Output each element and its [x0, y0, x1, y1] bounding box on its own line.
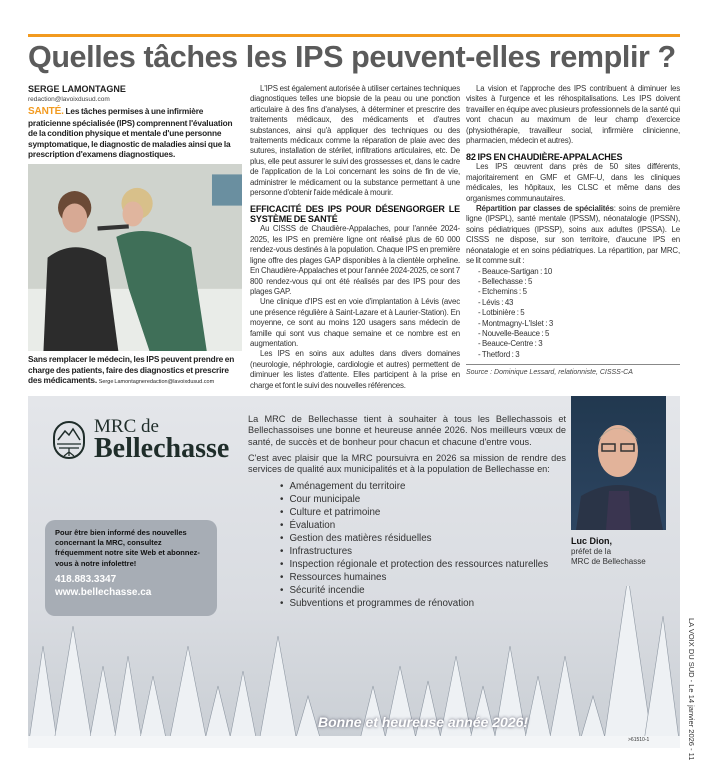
- mrc-advertisement: [28, 396, 680, 748]
- list-item: - Lévis : 43: [478, 297, 514, 307]
- role-line: préfet de la: [571, 547, 612, 556]
- ad-paragraph: La MRC de Bellechasse tient à souhaiter à tous les Bellechassois et Bellechassoises une bonne et heureuse année 2026. Nos meilleurs vœux de santé, de succès et de bonheur pour chacun et chacune d'entre vous.: [248, 414, 566, 447]
- article-column-2: [250, 84, 460, 391]
- paragraph: Les IPS œuvrent dans près de 50 sites différents, majoritairement en GMF et GMF-U, dans les cliniques médicales, les hôpitaux, les CLSC et même dans des organismes communautaires.: [466, 162, 680, 203]
- paragraph: Les IPS en soins aux adultes dans divers domaines (neurologie, néphrologie, cardiologie et autres) permettent de diminuer les listes d'attente. Elles participent à la prise en charge et font le suivi des nouvelles références.: [250, 349, 460, 390]
- list-item: - Nouvelle-Beauce : 5: [478, 328, 550, 338]
- ad-slogan: Bonne et heureuse année 2026!: [318, 714, 529, 730]
- list-item: - Bellechasse : 5: [478, 276, 533, 286]
- section-heading: 82 IPS EN CHAUDIÈRE-APPALACHES: [466, 152, 623, 163]
- service-item: • Aménagement du territoire: [280, 480, 566, 493]
- article-title: Quelles tâches les IPS peuvent-elles remplir ?: [28, 40, 676, 74]
- list-item: - Lotbinière : 5: [478, 308, 525, 318]
- ad-code: >61510-1: [628, 737, 650, 743]
- services-list: [248, 480, 566, 610]
- service-item: • Inspection régionale et protection des ressources naturelles: [280, 558, 566, 571]
- service-item: • Ressources humaines: [280, 571, 566, 584]
- page-folio: LA VOIX DU SUD - Le 14 janvier 2026 - 11: [687, 618, 696, 761]
- service-item: • Cour municipale: [280, 493, 566, 506]
- author-email: redaction@lavoixdusud.com: [28, 96, 110, 103]
- info-box: [45, 520, 217, 616]
- author-byline: SERGE LAMONTAGNE: [28, 84, 126, 94]
- person-name: Luc Dion,: [571, 536, 612, 546]
- mrc-list: [466, 267, 680, 361]
- website-link[interactable]: www.bellechasse.ca: [55, 586, 152, 598]
- paragraph: L'IPS est également autorisée à utiliser certaines techniques diagnostiques telles une biopsie de la peau ou une ponction articulaire à des fins d'analyses, à déterminer et prescrire des traitements médicaux, des médicaments et d'autres substances, ainsi qu'à appliquer des techniques ou des traitements médicaux comme la réparation de plaie avec des sutures, installation de stérilet, infiltrations articulaires, etc. De plus, elle peut assurer le suivi des grossesses et, dans le cadre de l'application de la Loi concernant les soins de fin de vie, administrer le médicament ou la substance permettant à une personne d'obtenir l'aide médicale à mourir.: [250, 84, 460, 198]
- paragraph-text: : soins de première ligne (IPSPL), santé mentale (IPSSM), néonatalogie (IPSSN), soins pédiatriques (IPSSP), soins aux adultes (IPSSA). Le CISSS ne dispose, sur son territoire, d'aucune IPS en néonatalogie et en soins pédiatriques. La répartition, par MRC, se lit comme suit :: [466, 204, 680, 266]
- article-lead: [28, 106, 242, 160]
- service-item: • Gestion des matières résiduelles: [280, 532, 566, 545]
- phone-number[interactable]: 418.883.3347: [55, 573, 117, 585]
- ad-body: [248, 414, 566, 610]
- list-item: - Beauce-Centre : 3: [478, 339, 543, 349]
- list-item: - Beauce-Sartigan : 10: [478, 266, 553, 276]
- logo-line-2: Bellechasse: [94, 433, 230, 464]
- paragraph: Une clinique d'IPS est en voie d'implantation à Lévis (avec une présence régulière à Saint-Lazare et à Laurier-Station). En moyenne, ce sont au moins 120 usagers sans médecin de famille qui sont vus chaque semaine et ce nombre est en augmentation.: [250, 297, 460, 348]
- photo-caption: [28, 354, 242, 388]
- source-divider: [466, 364, 680, 378]
- mrc-logo: [52, 418, 229, 462]
- lead-keyword: SANTÉ.: [28, 106, 64, 117]
- person-role: [571, 547, 646, 567]
- service-item: • Infrastructures: [280, 545, 566, 558]
- portrait-photo: [571, 396, 666, 530]
- paragraph: La vision et l'approche des IPS contribuent à diminuer les visites à l'urgence et les réhospitalisations. Les IPS doivent travailler en équipe avec plusieurs professionnels de la santé qui vont chacun au maximum de leur champ d'exercice (physiothérapie, travailleur social, infirmière clinicienne, pharmacien, médecin et autres).: [466, 84, 680, 146]
- source-note: Source : Dominique Lessard, relationniste, CISSS-CA: [466, 369, 633, 377]
- mountain-emblem-icon: [52, 420, 86, 460]
- paragraph-bold: Répartition par classes de spécialités: [476, 204, 614, 214]
- service-item: • Culture et patrimoine: [280, 506, 566, 519]
- role-line: MRC de Bellechasse: [571, 557, 646, 566]
- ad-paragraph: C'est avec plaisir que la MRC poursuivra en 2026 sa mission de rendre des services de qualité aux municipalités et à la population de Bellechasse en:: [248, 452, 566, 475]
- service-item: • Subventions et programmes de rénovation: [280, 597, 566, 610]
- service-item: • Sécurité incendie: [280, 584, 566, 597]
- article-column-1: [28, 84, 242, 388]
- article-photo: [28, 164, 242, 351]
- service-item: • Évaluation: [280, 519, 566, 532]
- list-item: - Etchemins : 5: [478, 287, 527, 297]
- info-message: Pour être bien informé des nouvelles concernant la MRC, consultez fréquemment notre site Web et abonnez-vous à notre infolettre!: [55, 528, 200, 568]
- list-item: - Montmagny-L'Islet : 3: [478, 318, 554, 328]
- list-item: - Thetford : 3: [478, 349, 520, 359]
- paragraph: Au CISSS de Chaudière-Appalaches, pour l'année 2024-2025, les IPS en première ligne ont réalisé plus de 60 000 rendez-vous destinés à la population. Chaque IPS en première ligne offre des plages GAP disponibles à la clientèle orpheline. En Chaudière-Appalaches et pour l'année 2024-2025, ce sont 7 800 rendez-vous qui ont été réalisés par des IPS pour des plages GAP.: [250, 224, 460, 296]
- article-column-3: [466, 84, 680, 379]
- caption-text: Sans remplacer le médecin, les IPS peuvent prendre en charge des patients, faire des diagnostics et prescrire des médicaments.: [28, 354, 235, 386]
- header-rule: [28, 34, 680, 37]
- photo-credit: Serge Lamontagneredaction@lavoixdusud.com: [98, 379, 215, 386]
- logo-line-1: MRC de: [94, 416, 159, 437]
- lead-text: Les tâches permises à une infirmière praticienne spécialisée (IPS) comprennent l'évaluation de la condition physique et mentale d'une personne symptomatique, le diagnostic de maladies ainsi que la prescription d'examens diagnostiques.: [28, 106, 233, 160]
- paragraph: [466, 204, 680, 266]
- section-heading: EFFICACITÉ DES IPS POUR DÉSENGORGER LE SYSTÈME DE SANTÉ: [250, 204, 460, 225]
